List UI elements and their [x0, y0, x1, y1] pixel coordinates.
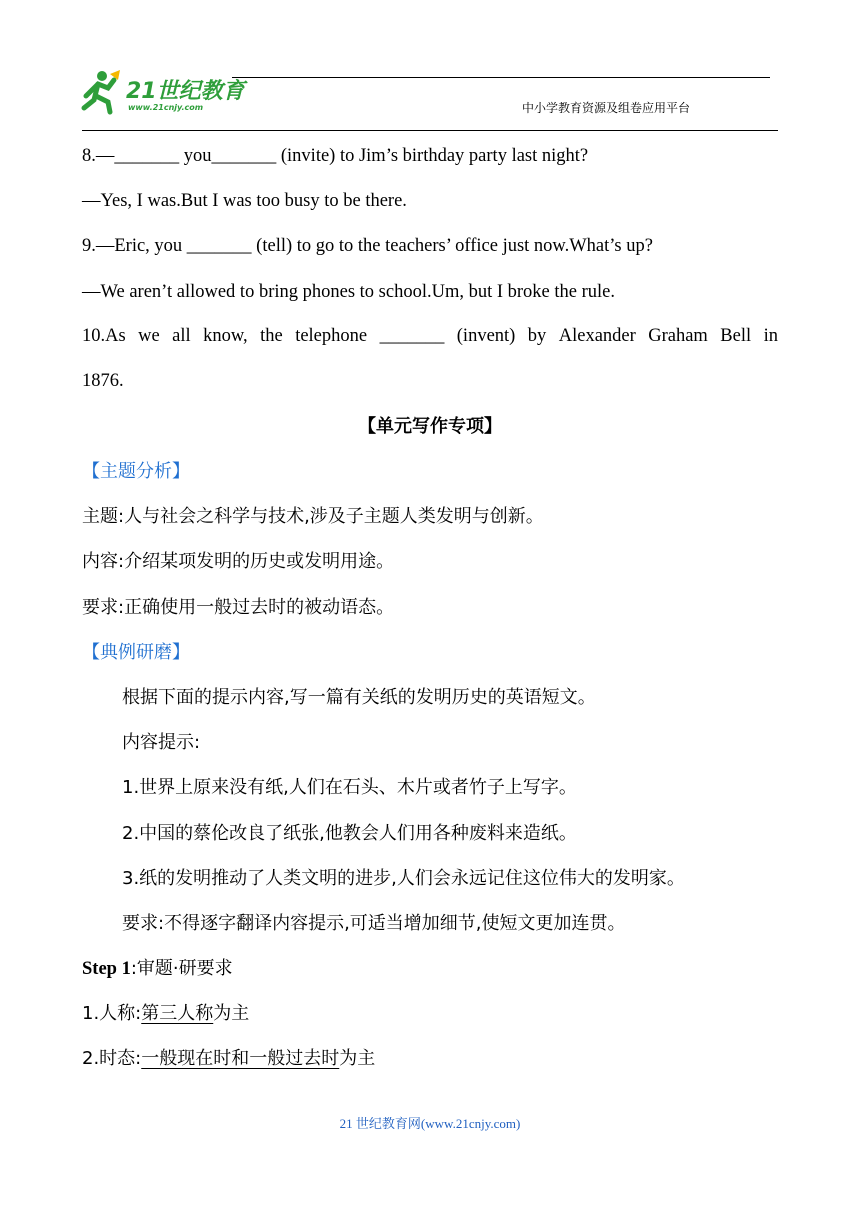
header-rule-top	[232, 77, 770, 78]
word: Bell	[720, 326, 752, 346]
logo-url: www.21cnjy.com	[128, 103, 204, 112]
step-1-heading	[82, 957, 233, 981]
question-10-prompt	[82, 324, 778, 348]
question-8-answer: —Yes, I was.But I was too busy to be there.	[82, 191, 407, 211]
item-prefix: 2.时态:	[82, 1048, 142, 1069]
example-line: 3.纸的发明推动了人类文明的进步,人们会永远记住这位伟大的发明家。	[122, 868, 685, 889]
step-1-label: Step 1	[82, 959, 131, 979]
word: 10.As	[82, 326, 126, 346]
word: by	[527, 326, 547, 346]
word: telephone	[295, 326, 368, 346]
question-8-prompt: 8.—_______ you_______ (invite) to Jim’s birthday party last night?	[82, 146, 589, 166]
footer-source: 21 世纪教育网(www.21cnjy.com)	[339, 1116, 521, 1131]
theme-line: 主题:人与社会之科学与技术,涉及子主题人类发明与创新。	[82, 506, 544, 527]
example-line: 根据下面的提示内容,写一篇有关纸的发明历史的英语短文。	[122, 687, 596, 708]
theme-heading: 【主题分析】	[82, 461, 190, 482]
answer-blank: _______	[379, 326, 445, 346]
word: Alexander	[558, 326, 636, 346]
question-9-prompt: 9.—Eric, you _______ (tell) to go to the teachers’ office just now.What’s up?	[82, 236, 653, 256]
example-heading: 【典例研磨】	[82, 642, 190, 663]
theme-line: 要求:正确使用一般过去时的被动语态。	[82, 597, 395, 618]
word: the	[260, 326, 283, 346]
example-line: 2.中国的蔡伦改良了纸张,他教会人们用各种废料来造纸。	[122, 823, 577, 844]
item-answer: 一般现在时和一般过去时	[141, 1048, 340, 1069]
item-answer: 第三人称	[141, 1003, 214, 1024]
question-10-continued: 1876.	[82, 371, 124, 391]
word: in	[763, 326, 778, 346]
theme-line: 内容:介绍某项发明的历史或发明用途。	[82, 551, 395, 572]
example-line: 1.世界上原来没有纸,人们在石头、木片或者竹子上写字。	[122, 777, 577, 798]
item-suffix: 为主	[339, 1048, 376, 1069]
word: all	[172, 326, 191, 346]
step-1-text: :审题·研要求	[130, 958, 233, 979]
runner-icon	[84, 70, 120, 112]
header-rule-bottom	[82, 130, 778, 131]
example-line: 内容提示:	[122, 732, 201, 753]
item-prefix: 1.人称:	[82, 1003, 142, 1024]
site-logo	[80, 66, 250, 118]
step-1-item	[82, 1047, 375, 1071]
word: (invent)	[456, 326, 516, 346]
step-1-item	[82, 1002, 249, 1026]
word: Graham	[648, 326, 708, 346]
section-title: 【单元写作专项】	[358, 416, 502, 437]
item-suffix: 为主	[213, 1003, 250, 1024]
word: know,	[203, 326, 248, 346]
logo-text: 21世纪教育	[126, 79, 245, 104]
question-9-answer: —We aren’t allowed to bring phones to school.Um, but I broke the rule.	[82, 282, 616, 302]
header-tagline: 中小学教育资源及组卷应用平台	[522, 101, 691, 115]
word: we	[138, 326, 160, 346]
example-line: 要求:不得逐字翻译内容提示,可适当增加细节,使短文更加连贯。	[122, 913, 626, 934]
